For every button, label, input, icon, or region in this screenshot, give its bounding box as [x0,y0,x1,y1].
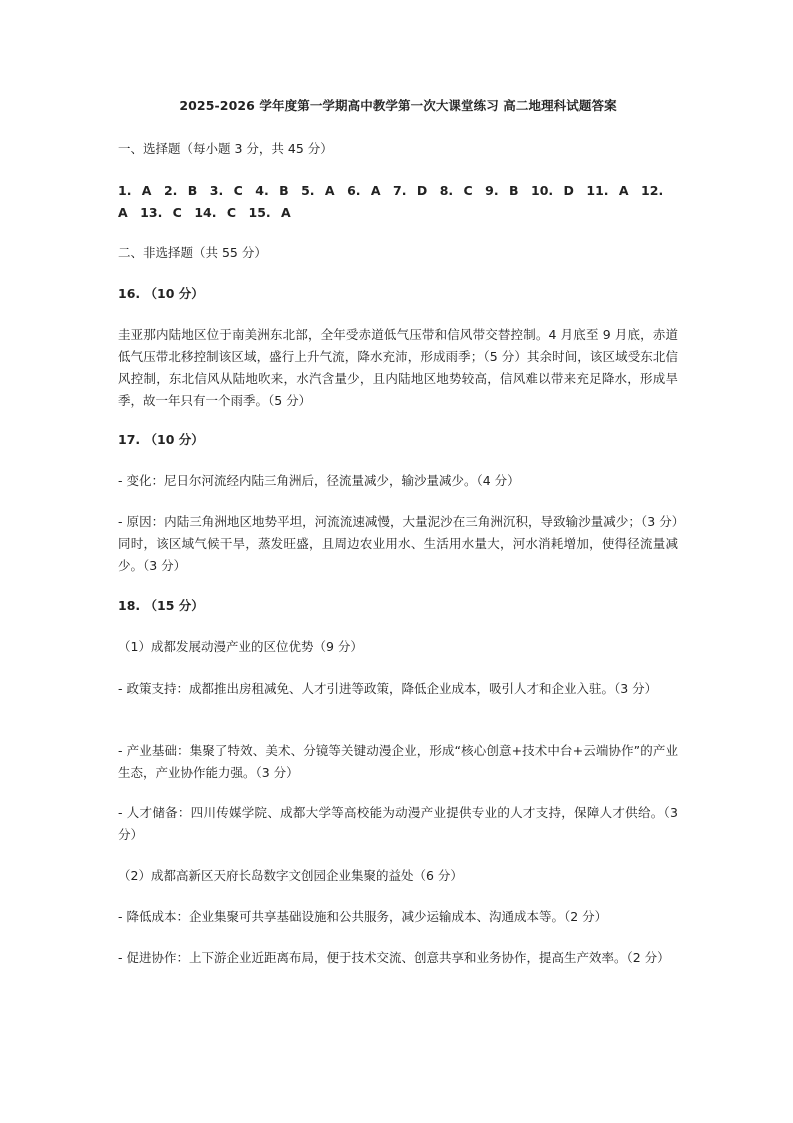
section2-heading: 二、非选择题（共 55 分） [118,245,267,260]
document-title: 2025-2026 学年度第一学期高中教学第一次大课堂练习 高二地理科试题答案 [179,98,617,113]
q18-number: 18. （15 分） [118,598,204,613]
section1-heading: 一、选择题（每小题 3 分，共 45 分） [118,141,333,156]
multiple-choice-answers: 1. A 2. B 3. C 4. B 5. A 6. A 7. D 8. C 9. B 10. D 11. A 12. A 13. C 14. C 15. A [118,183,664,220]
q18-industry: - 产业基础：集聚了特效、美术、分镜等关键动漫企业，形成“核心创意+技术中台+云端协作”的产业生态，产业协作能力强。（3 分） [118,743,678,780]
q18-cost: - 降低成本：企业集聚可共享基础设施和公共服务，减少运输成本、沟通成本等。（2 分） [118,909,608,924]
q18-talent: - 人才储备：四川传媒学院、成都大学等高校能为动漫产业提供专业的人才支持，保障人才供给。（3 分） [118,805,678,842]
q18-cooperation: - 促进协作：上下游企业近距离布局，便于技术交流、创意共享和业务协作，提高生产效率。（2 分） [118,950,670,965]
q17-change: - 变化：尼日尔河流经内陆三角洲后，径流量减少，输沙量减少。（4 分） [118,473,520,488]
q17-number: 17. （10 分） [118,432,204,447]
q18-policy: - 政策支持：成都推出房租减免、人才引进等政策，降低企业成本，吸引人才和企业入驻。（3 分） [118,681,658,696]
q16-number: 16. （10 分） [118,286,204,301]
q18-part1-heading: （1）成都发展动漫产业的区位优势（9 分） [118,639,363,654]
q17-reason: - 原因：内陆三角洲地区地势平坦，河流流速减慢，大量泥沙在三角洲沉积，导致输沙量减少；（3 分）同时，该区域气候干旱，蒸发旺盛，且周边农业用水、生活用水量大，河水消耗增加，使得径流量减少。（3 分） [118,514,678,573]
q18-part2-heading: （2）成都高新区天府长岛数字文创园企业集聚的益处（6 分） [118,868,463,883]
q16-answer: 圭亚那内陆地区位于南美洲东北部，全年受赤道低气压带和信风带交替控制。4 月底至 9 月底，赤道低气压带北移控制该区域，盛行上升气流，降水充沛，形成雨季；（5 分）其余时间，该区域受东北信风控制，东北信风从陆地吹来，水汽含量少，且内陆地区地势较高，信风难以带来充足降水，形成旱季，故一年只有一个雨季。（5 分） [118,327,678,408]
